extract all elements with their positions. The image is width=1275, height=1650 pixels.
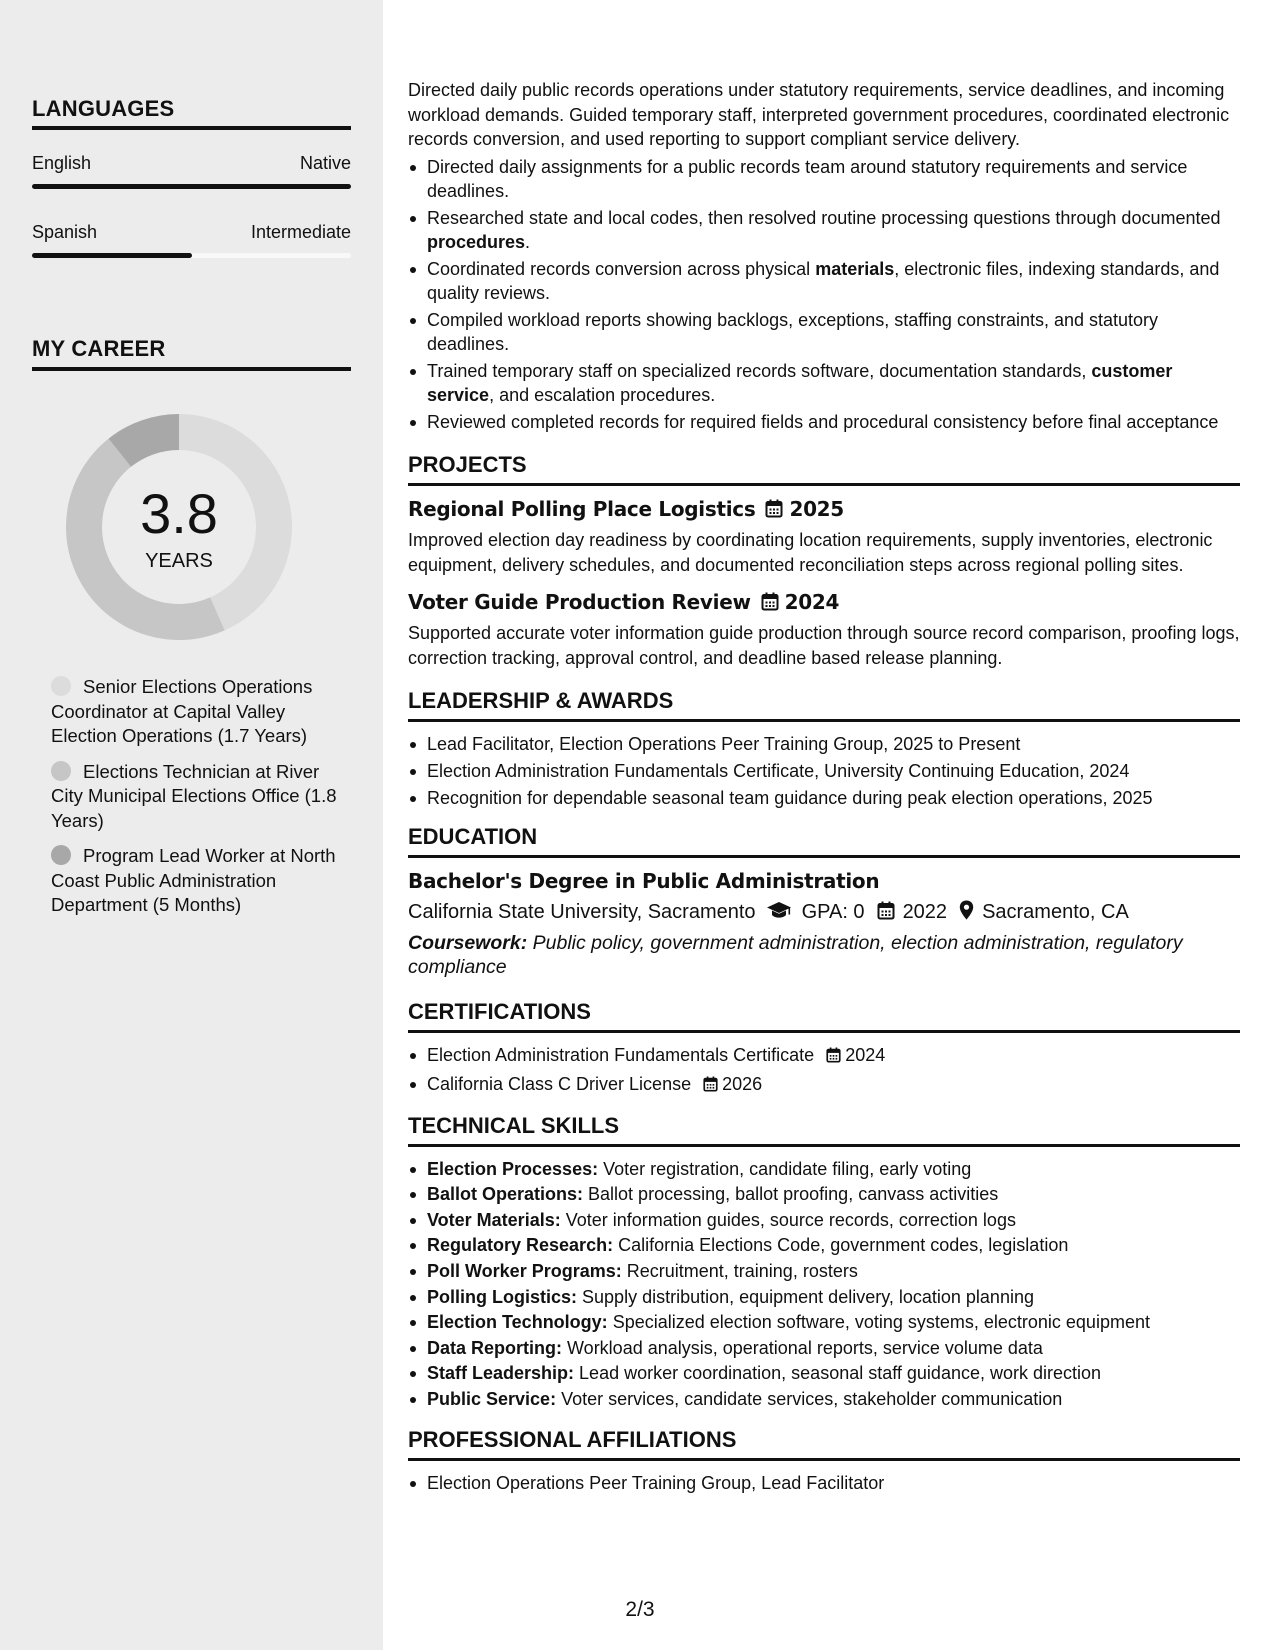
certification-name: California Class C Driver License (427, 1074, 692, 1095)
skill-item (408, 1182, 1240, 1208)
skill-label: Poll Worker Programs: (427, 1261, 622, 1282)
language-row-english (32, 153, 351, 174)
skill-item (408, 1208, 1240, 1234)
skills-heading: TECHNICAL SKILLS (408, 1112, 620, 1138)
language-bar-fill (32, 253, 192, 258)
legend-dot (51, 761, 71, 781)
career-item (51, 675, 341, 749)
keyword-bold: procedures (427, 232, 526, 252)
education-gpa: GPA: 0 (801, 901, 865, 924)
calendar-icon (877, 900, 895, 928)
experience-bullet (408, 359, 1240, 408)
experience-bullet (408, 155, 1240, 204)
career-item-label: Senior Elections Operations Coordinator at Capital Valley Election Operations (1.7 Years) (51, 676, 313, 746)
education-details (408, 898, 1240, 928)
leadership-list (408, 732, 1240, 810)
bullet-text: , and escalation procedures. (489, 385, 716, 405)
language-name: Spanish (32, 222, 98, 242)
skill-item (408, 1233, 1240, 1259)
certifications-heading: CERTIFICATIONS (408, 999, 591, 1025)
legend-dot (51, 676, 71, 696)
language-bar-english (32, 184, 351, 189)
bullet-text: Reviewed completed records for required fields and procedural consistency before final acceptance (427, 411, 1219, 432)
skill-value: Recruitment, training, rosters (626, 1261, 858, 1282)
education-school: California State University, Sacramento (408, 901, 756, 924)
education-heading: EDUCATION (408, 824, 538, 850)
skill-label: Public Service: (427, 1389, 557, 1410)
certification-item (408, 1072, 1240, 1099)
skill-value: Supply distribution, equipment delivery, location planning (582, 1286, 1034, 1307)
leadership-section (408, 688, 1240, 810)
affiliations-list (408, 1471, 1240, 1496)
project-title (408, 496, 1240, 524)
career-donut-center (66, 414, 292, 640)
experience-summary: Directed daily public records operations under statutory requirements, service deadlines, and incoming workload demands. Guided temporary staff, interpreted government procedures, coordinated electronic records conversion, and used reporting to support compliant service delivery. (408, 80, 1230, 149)
career-total-unit: YEARS (145, 550, 213, 572)
language-level: Native (299, 153, 351, 173)
career-rule (32, 367, 351, 371)
leadership-item: Election Administration Fundamentals Certificate, University Continuing Education, 2024 (408, 759, 1240, 784)
skills-list (408, 1157, 1240, 1413)
career-item (51, 844, 341, 918)
skill-value: Voter registration, candidate filing, early voting (603, 1158, 972, 1179)
calendar-icon (826, 1045, 841, 1070)
certification-year: 2026 (722, 1074, 763, 1095)
education-coursework (408, 931, 1240, 979)
skill-value: Ballot processing, ballot proofing, canvass activities (588, 1184, 999, 1205)
section-rule (408, 855, 1240, 858)
project-year: 2025 (789, 497, 844, 521)
career-donut (66, 414, 292, 640)
skill-value: Workload analysis, operational reports, service volume data (567, 1337, 1043, 1358)
skill-value: Voter services, candidate services, stakeholder communication (561, 1389, 1063, 1410)
project-description: Improved election day readiness by coordinating location requirements, supply inventories, electronic equipment, delivery schedules, and documented reconciliation steps across regional polling sites. (408, 530, 1213, 575)
bullet-text: . (525, 232, 531, 252)
skill-label: Ballot Operations: (427, 1184, 584, 1205)
skill-item (408, 1387, 1240, 1413)
skill-label: Election Technology: (427, 1312, 608, 1333)
leadership-item: Recognition for dependable seasonal team guidance during peak election operations, 2025 (408, 786, 1240, 811)
experience-bullet (408, 410, 1240, 435)
project-year: 2024 (784, 590, 840, 614)
skill-label: Polling Logistics: (427, 1286, 578, 1307)
calendar-icon (761, 591, 779, 617)
leadership-heading: LEADERSHIP & AWARDS (408, 688, 674, 713)
career-total-value: 3.8 (140, 482, 218, 545)
affiliations-section (408, 1427, 1240, 1496)
experience-bullet (408, 206, 1240, 255)
skill-item (408, 1259, 1240, 1285)
bullet-text: Researched state and local codes, then resolved routine processing questions through documented (427, 207, 1221, 228)
career-item (51, 760, 341, 834)
coursework-label: Coursework: (408, 932, 528, 955)
career-item-label: Elections Technician at River City Municipal Elections Office (1.8 Years) (51, 760, 337, 831)
languages-rule (32, 126, 351, 130)
coursework-text: Public policy, government administration, election administration, regulatory compliance (408, 932, 1183, 979)
section-rule (408, 1030, 1240, 1033)
experience-bullet (408, 308, 1240, 357)
keyword-bold: customer service (427, 360, 1173, 405)
skill-value: Voter information guides, source records, correction logs (565, 1209, 1016, 1230)
skill-item (408, 1310, 1240, 1336)
project-title (408, 589, 1240, 617)
skill-item (408, 1361, 1240, 1387)
language-name: English (32, 153, 92, 173)
language-bar-fill (32, 184, 351, 189)
project-name: Regional Polling Place Logistics (408, 497, 756, 521)
skill-value: California Elections Code, government codes, legislation (618, 1235, 1069, 1256)
page-number: 2/3 (625, 1598, 655, 1621)
affiliations-heading: PROFESSIONAL AFFILIATIONS (408, 1426, 737, 1452)
legend-dot (51, 845, 71, 865)
certifications-section (408, 999, 1240, 1098)
certification-name: Election Administration Fundamentals Certificate (427, 1045, 815, 1066)
skill-label: Staff Leadership: (427, 1363, 575, 1384)
map-pin-icon (959, 900, 974, 928)
skill-item (408, 1285, 1240, 1311)
certification-year: 2024 (845, 1045, 886, 1066)
bullet-text: Directed daily assignments for a public records team around statutory requirements and service deadlines. (427, 156, 1188, 201)
projects-section (408, 452, 1240, 670)
certifications-list (408, 1043, 1240, 1098)
graduation-cap-icon (766, 900, 792, 928)
bullet-text: Coordinated records conversion across physical (427, 258, 816, 279)
skill-label: Regulatory Research: (427, 1235, 614, 1256)
languages-heading: LANGUAGES (32, 96, 175, 121)
experience-bullets (408, 155, 1240, 435)
skill-label: Election Processes: (427, 1158, 599, 1179)
sidebar (0, 0, 383, 1650)
leadership-item: Lead Facilitator, Election Operations Peer Training Group, 2025 to Present (408, 732, 1240, 757)
project-name: Voter Guide Production Review (408, 590, 751, 614)
section-rule (408, 483, 1240, 486)
education-location: Sacramento, CA (982, 901, 1129, 924)
keyword-bold: materials (815, 258, 895, 279)
education-degree: Bachelor's Degree in Public Administration (408, 869, 880, 894)
affiliation-item: Election Operations Peer Training Group, Lead Facilitator (408, 1471, 1240, 1496)
education-section (408, 824, 1240, 979)
skill-item (408, 1336, 1240, 1362)
language-bar-spanish (32, 253, 351, 258)
projects-heading: PROJECTS (408, 452, 527, 477)
project-description: Supported accurate voter information guide production through source record comparison, proofing logs, correction tracking, approval control, and deadline based release planning. (408, 623, 1240, 668)
skill-label: Data Reporting: (427, 1337, 562, 1358)
skill-label: Voter Materials: (427, 1209, 561, 1230)
calendar-icon (765, 498, 783, 524)
experience-bullet (408, 257, 1240, 306)
skill-item (408, 1157, 1240, 1183)
language-row-spanish (32, 222, 351, 243)
skill-value: Specialized election software, voting systems, electronic equipment (612, 1312, 1150, 1333)
section-rule (408, 1458, 1240, 1461)
calendar-icon (703, 1074, 718, 1099)
certification-item (408, 1043, 1240, 1070)
education-year: 2022 (902, 901, 948, 924)
language-level: Intermediate (250, 222, 351, 242)
main-content (408, 78, 1240, 1495)
section-rule (408, 719, 1240, 722)
section-rule (408, 1144, 1240, 1147)
career-list (51, 675, 341, 929)
career-item-label: Program Lead Worker at North Coast Public Administration Department (5 Months) (51, 845, 336, 915)
bullet-text: Compiled workload reports showing backlogs, exceptions, staffing constraints, and statutory deadlines. (427, 309, 1159, 354)
skills-section (408, 1113, 1240, 1413)
bullet-text: Trained temporary staff on specialized records software, documentation standards, (427, 360, 1092, 381)
career-heading: MY CAREER (32, 336, 166, 361)
skill-value: Lead worker coordination, seasonal staff guidance, work direction (579, 1363, 1102, 1384)
bullet-text: , electronic files, indexing standards, and quality reviews. (427, 258, 1220, 303)
